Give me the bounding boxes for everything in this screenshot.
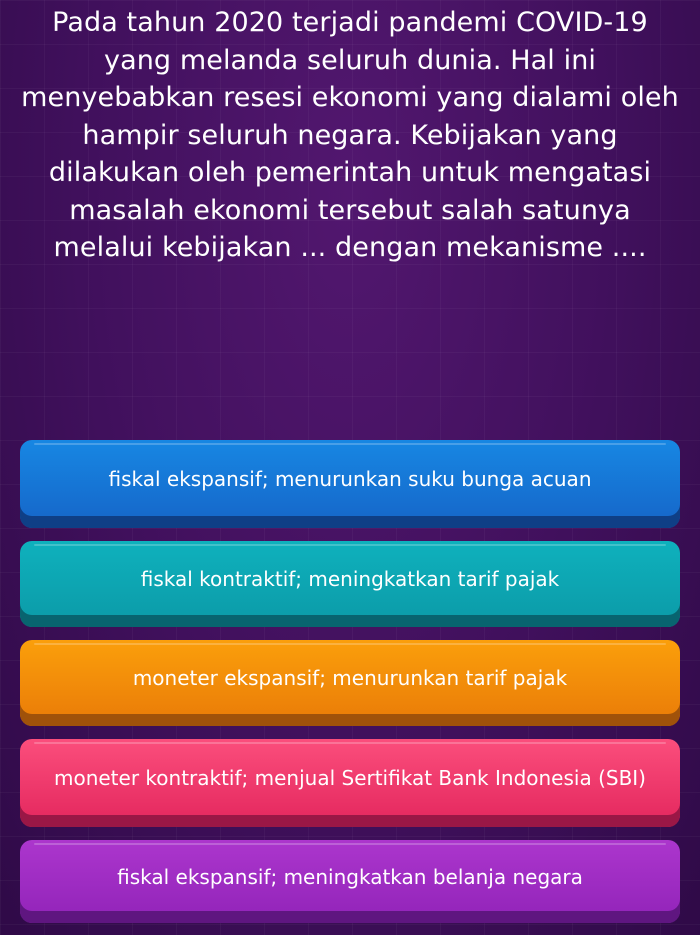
answer-option-1-label: fiskal ekspansif; menurunkan suku bunga acuan	[108, 467, 592, 491]
question-text: Pada tahun 2020 terjadi pandemi COVID-19 yang melanda seluruh dunia. Hal ini menyebabkan resesi ekonomi yang dialami oleh hampir seluruh negara. Kebijakan yang dilakukan oleh pemerintah untuk mengatasi masalah ekonomi tersebut salah satunya melalui kebijakan ... dengan mekanisme ....	[21, 7, 679, 263]
answer-option-2[interactable]	[20, 541, 680, 627]
answer-options	[20, 440, 680, 923]
answer-option-3-label: moneter ekspansif; menurunkan tarif pajak	[132, 666, 568, 690]
answer-option-3[interactable]	[20, 640, 680, 726]
answer-option-1[interactable]	[20, 440, 680, 528]
answer-option-5-label: fiskal ekspansif; meningkatkan belanja negara	[117, 864, 583, 889]
answer-option-2-label: fiskal kontraktif; meningkatkan tarif pajak	[140, 567, 560, 591]
answer-option-4-label: moneter kontraktif; menjual Sertifikat Bank Indonesia (SBI)	[53, 766, 646, 790]
answer-option-4[interactable]	[20, 739, 680, 827]
answer-option-5[interactable]	[20, 840, 680, 923]
